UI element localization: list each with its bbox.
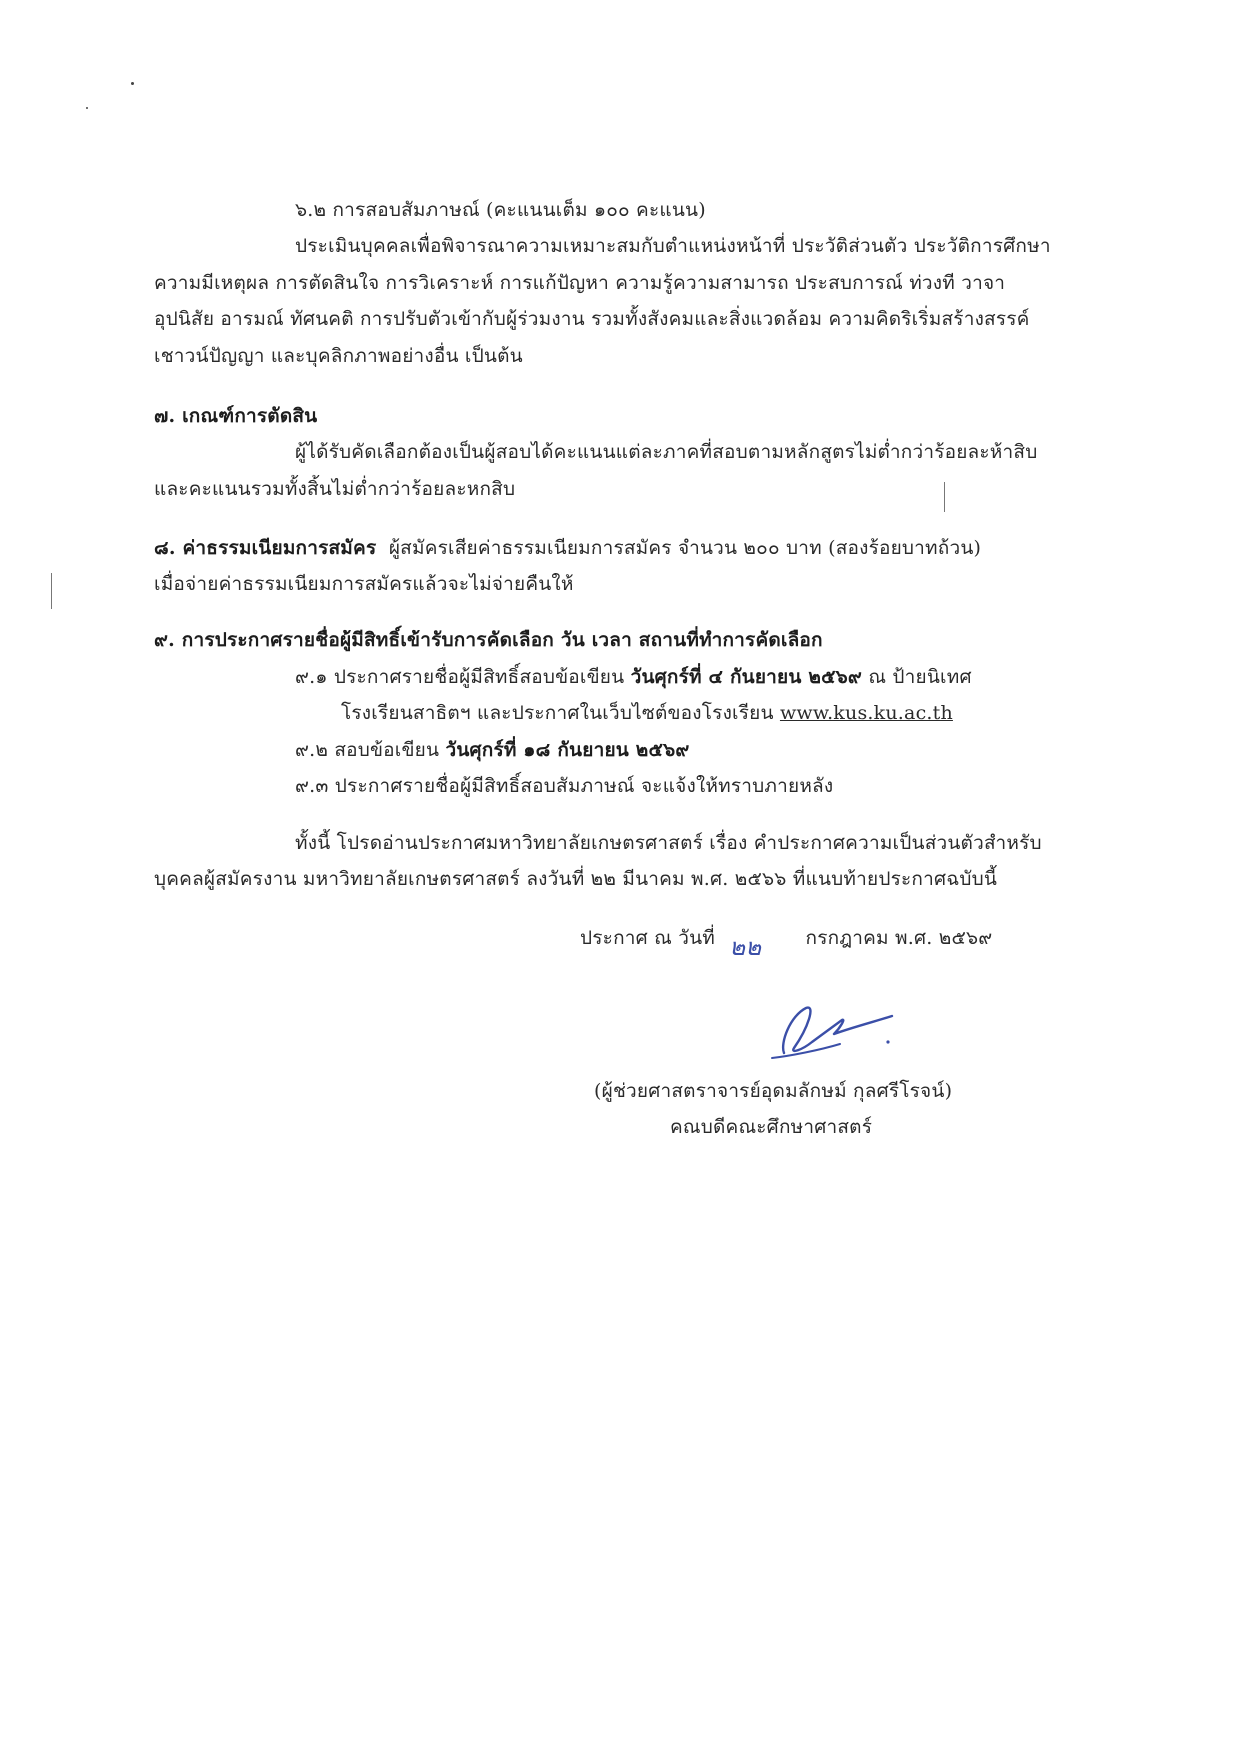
signatory-name: (ผู้ช่วยศาสตราจารย์อุดมลักษม์ กุลศรีโรจน์)	[594, 1080, 953, 1102]
section-9-item-1	[295, 664, 972, 690]
section-7-line: และคะแนนรวมทั้งสิ้นไม่ต่ำกว่าร้อยละหกสิบ	[154, 478, 516, 500]
section-6-2-line: ประเมินบุคคลเพื่อพิจารณาความเหมาะสมกับตำแหน่งหน้าที่ ประวัติส่วนตัว ประวัติการศึกษา	[295, 235, 1051, 257]
section-6-2-line: อุปนิสัย อารมณ์ ทัศนคติ การปรับตัวเข้ากับผู้ร่วมงาน รวมทั้งสังคมและสิ่งแวดล้อม ความคิดริเริ่มสร้างสรรค์	[154, 308, 1030, 330]
school-website-link[interactable]: www.kus.ku.ac.th	[779, 702, 953, 724]
closing-line: ทั้งนี้ โปรดอ่านประกาศมหาวิทยาลัยเกษตรศาสตร์ เรื่อง คำประกาศความเป็นส่วนตัวสำหรับ	[295, 832, 1042, 854]
section-6-2-line: ความมีเหตุผล การตัดสินใจ การวิเคราะห์ การแก้ปัญหา ความรู้ความสามารถ ประสบการณ์ ท่วงที วาจา	[154, 272, 1006, 294]
scan-speck	[131, 82, 134, 85]
announcement-prefix: ประกาศ ณ วันที่	[580, 927, 715, 949]
item-2-date: วันศุกร์ที่ ๑๘ กันยายน ๒๕๖๙	[445, 739, 690, 761]
item-1-date: วันศุกร์ที่ ๔ กันยายน ๒๕๖๙	[630, 666, 863, 688]
closing-line: บุคคลผู้สมัครงาน มหาวิทยาลัยเกษตรศาสตร์ ลงวันที่ ๒๒ มีนาคม พ.ศ. ๒๕๖๖ ที่แนบท้ายประกาศฉบับนี้	[154, 868, 998, 890]
scan-mark	[944, 482, 945, 512]
section-6-2-line: เชาวน์ปัญญา และบุคลิกภาพอย่างอื่น เป็นต้น	[154, 345, 523, 367]
handwritten-day-text: ๒๒	[729, 933, 762, 961]
section-7-heading: ๗. เกณฑ์การตัดสิน	[154, 405, 318, 427]
section-9-item-1-line-2	[341, 700, 953, 726]
announcement-suffix: กรกฎาคม พ.ศ. ๒๕๖๙	[805, 927, 993, 949]
section-7-line: ผู้ได้รับคัดเลือกต้องเป็นผู้สอบได้คะแนนแต่ละภาคที่สอบตามหลักสูตรไม่ต่ำกว่าร้อยละห้าสิบ	[295, 441, 1038, 463]
handwritten-signature-icon	[750, 998, 910, 1078]
section-9-item-3: ๙.๓ ประกาศรายชื่อผู้มีสิทธิ์สอบสัมภาษณ์ จะแจ้งให้ทราบภายหลัง	[295, 775, 834, 797]
item-1-suffix: ณ ป้ายนิเทศ	[868, 666, 972, 688]
item-1-prefix: ๙.๑ ประกาศรายชื่อผู้มีสิทธิ์สอบข้อเขียน	[295, 666, 625, 688]
section-8-row	[154, 535, 981, 561]
section-6-2-heading: ๖.๒ การสอบสัมภาษณ์ (คะแนนเต็ม ๑๐๐ คะแนน)	[295, 199, 706, 221]
section-8-line: เมื่อจ่ายค่าธรรมเนียมการสมัครแล้วจะไม่จ่ายคืนให้	[154, 573, 574, 595]
scan-mark	[51, 573, 52, 609]
announcement-date	[580, 925, 993, 961]
section-9-heading: ๙. การประกาศรายชื่อผู้มีสิทธิ์เข้ารับการคัดเลือก วัน เวลา สถานที่ทำการคัดเลือก	[154, 629, 823, 651]
item-2-prefix: ๙.๒ สอบข้อเขียน	[295, 739, 440, 761]
scan-speck	[86, 107, 88, 109]
signatory-title: คณบดีคณะศึกษาศาสตร์	[670, 1116, 873, 1138]
section-8-heading: ๘. ค่าธรรมเนียมการสมัคร	[154, 537, 377, 559]
item-1-line-2-text: โรงเรียนสาธิตฯ และประกาศในเว็บไซต์ของโรงเรียน	[341, 702, 774, 724]
section-9-item-2	[295, 737, 689, 763]
section-8-text: ผู้สมัครเสียค่าธรรมเนียมการสมัคร จำนวน ๒๐๐ บาท (สองร้อยบาทถ้วน)	[388, 537, 982, 559]
